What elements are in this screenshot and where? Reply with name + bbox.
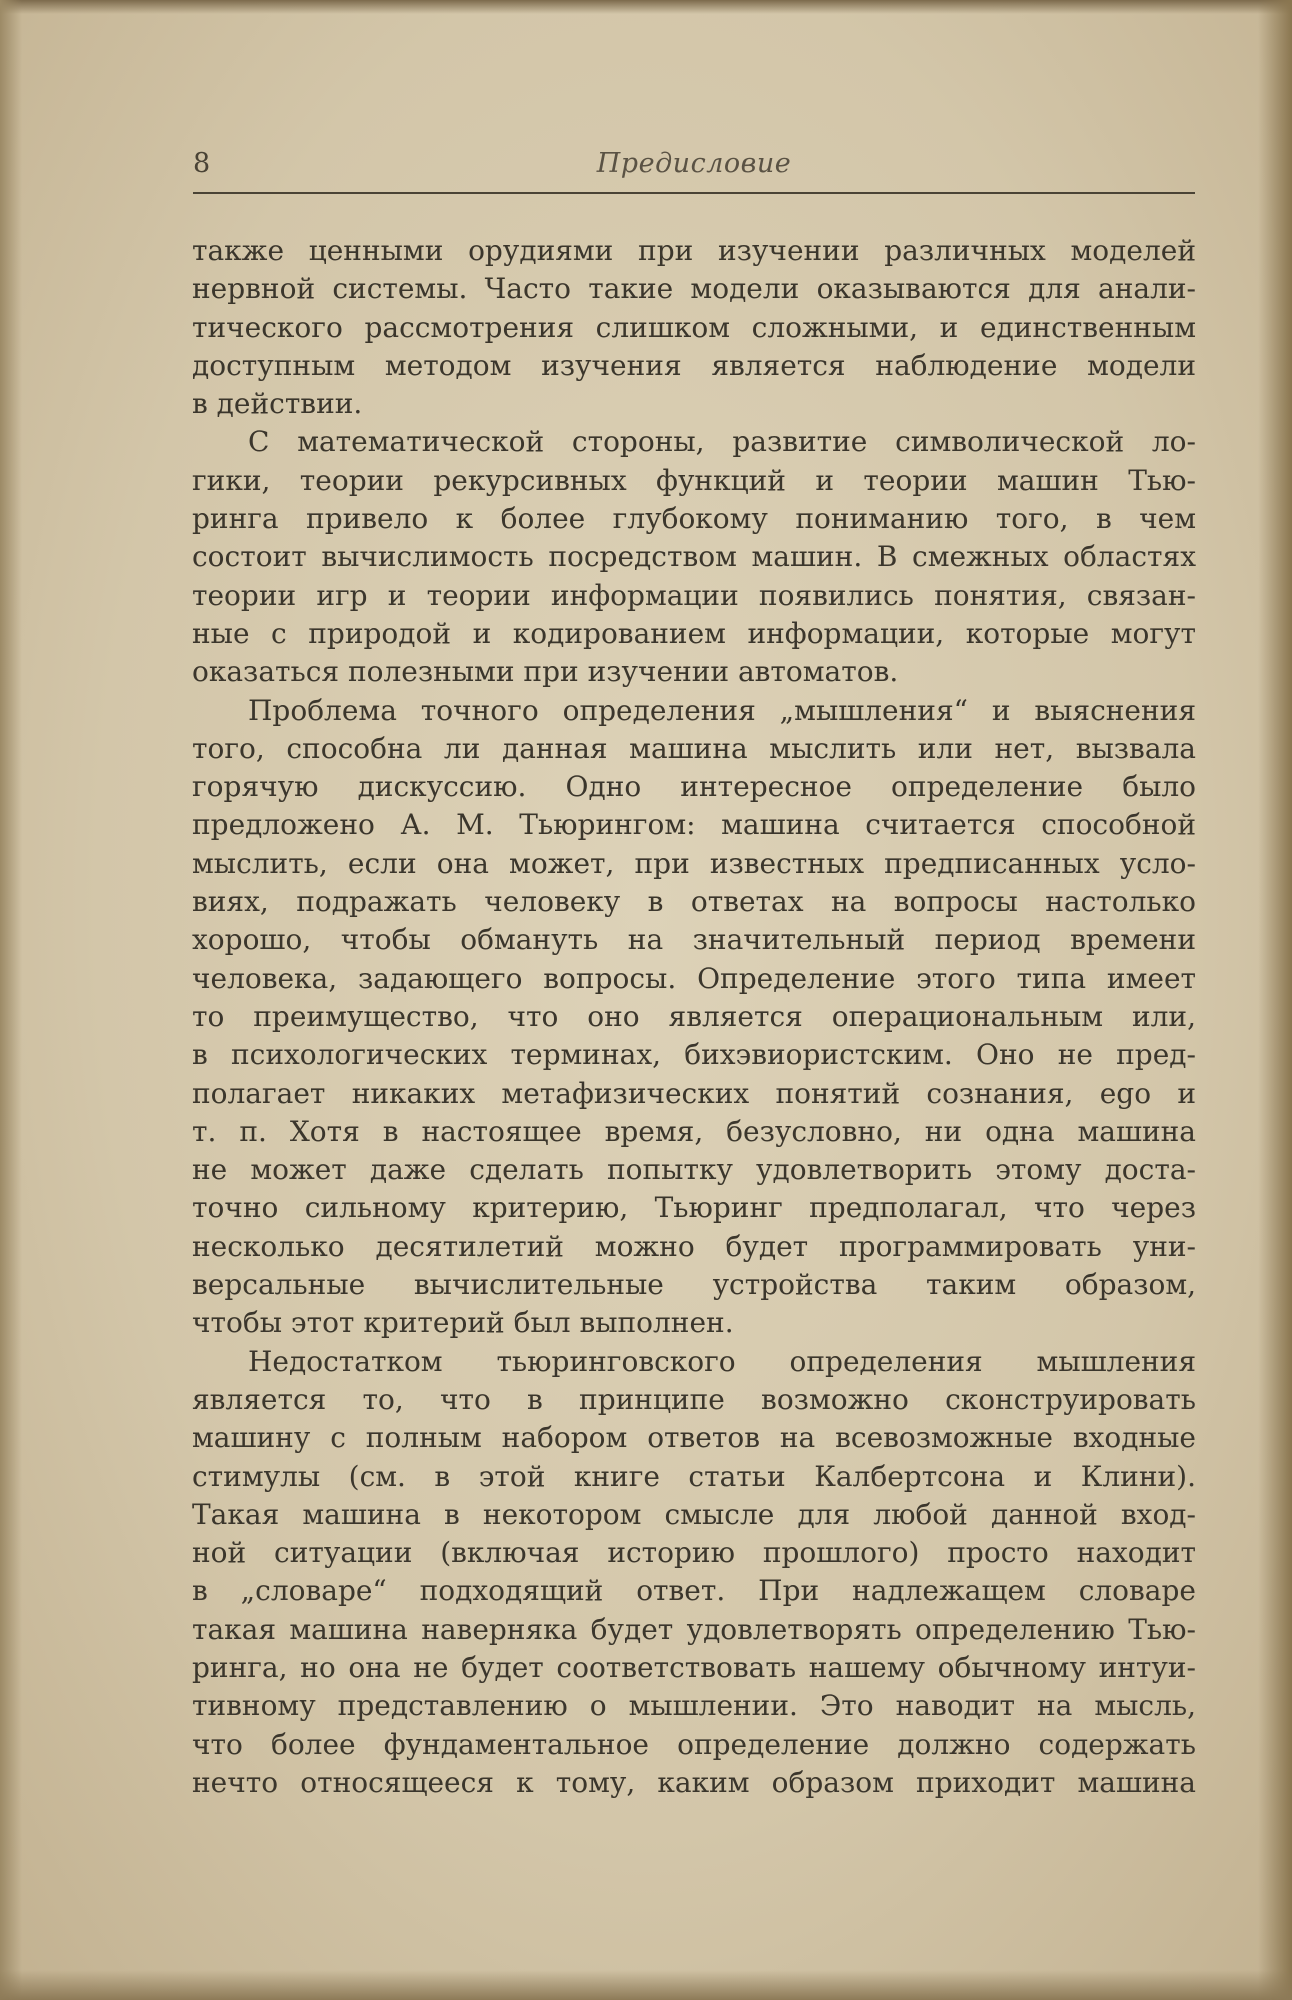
page-number: 8 — [193, 148, 211, 179]
text-line: точно сильному критерию, Тьюринг предполагал, что через — [192, 1191, 1196, 1225]
text-line: в „словаре“ подходящий ответ. При надлежащем словаре — [192, 1574, 1196, 1608]
text-line: тивному представлению о мышлении. Это наводит на мысль, — [192, 1689, 1196, 1723]
text-line: машину с полным набором ответов на всевозможные входные — [192, 1421, 1196, 1455]
page-edge-shadow-right — [1258, 0, 1292, 2000]
text-line: нервной системы. Часто такие модели оказываются для анали- — [192, 272, 1196, 306]
text-line: ные с природой и кодированием информации, которые могут — [192, 616, 1196, 650]
text-line: ной ситуации (включая историю прошлого) просто находит — [192, 1536, 1196, 1570]
text-line: то преимущество, что оно является операциональным или, — [192, 999, 1196, 1033]
page-edge-shadow-left — [0, 0, 22, 2000]
text-line: человека, задающего вопросы. Определение этого типа имеет — [192, 961, 1196, 995]
text-line: мыслить, если она может, при известных предписанных усло- — [192, 846, 1196, 880]
text-line: версальные вычислительные устройства таким образом, — [192, 1268, 1196, 1302]
text-line: виях, подражать человеку в ответах на вопросы настолько — [192, 885, 1196, 919]
text-line: Проблема точного определения „мышления“ и выяснения — [248, 693, 1196, 727]
text-line: несколько десятилетий можно будет программировать уни- — [192, 1229, 1196, 1263]
text-line: в действии. — [192, 387, 363, 421]
text-line: Недостатком тьюринговского определения мышления — [248, 1344, 1196, 1378]
text-line: доступным методом изучения является наблюдение модели — [192, 348, 1196, 382]
text-line: не может даже сделать попытку удовлетворить этому доста- — [192, 1153, 1196, 1187]
text-line: полагает никаких метафизических понятий сознания, ego и — [192, 1076, 1196, 1110]
running-title: Предисловие — [596, 148, 792, 179]
text-line: горячую дискуссию. Одно интересное определение было — [192, 770, 1196, 804]
text-line: предложено А. М. Тьюрингом: машина считается способной — [192, 808, 1196, 842]
text-line: является то, что в принципе возможно сконструировать — [192, 1382, 1196, 1416]
text-line: также ценными орудиями при изучении различных моделей — [192, 234, 1196, 267]
text-line: чтобы этот критерий был выполнен. — [192, 1306, 734, 1340]
page-header — [193, 148, 1195, 188]
text-line: состоит вычислимость посредством машин. В смежных областях — [192, 540, 1196, 574]
text-line: т. п. Хотя в настоящее время, безусловно, ни одна машина — [192, 1114, 1196, 1148]
text-line: стимулы (см. в этой книге статьи Калбертсона и Клини). — [192, 1459, 1196, 1493]
text-line: того, способна ли данная машина мыслить или нет, вызвала — [192, 731, 1196, 765]
text-line: такая машина наверняка будет удовлетворять определению Тью- — [192, 1612, 1196, 1646]
text-line: хорошо, чтобы обмануть на значительный период времени — [192, 923, 1196, 957]
text-line: в психологических терминах, бихэвиористским. Оно не пред- — [192, 1038, 1196, 1072]
text-line: гики, теории рекурсивных функций и теории машин Тью- — [192, 463, 1196, 497]
text-line: С математической стороны, развитие символической ло- — [248, 425, 1196, 459]
text-line: что более фундаментальное определение должно содержать — [192, 1727, 1196, 1761]
text-line: теории игр и теории информации появились понятия, связан- — [192, 578, 1196, 612]
page-edge-shadow-bottom — [0, 1970, 1292, 2000]
text-line: ринга привело к более глубокому пониманию того, в чем — [192, 502, 1196, 536]
header-rule — [193, 192, 1195, 194]
text-line: тического рассмотрения слишком сложными, и единственным — [192, 310, 1196, 344]
text-line: оказаться полезными при изучении автоматов. — [192, 655, 899, 689]
text-line: нечто относящееся к тому, каким образом приходит машина — [192, 1765, 1196, 1799]
body-text — [192, 232, 1196, 1802]
text-line: Такая машина в некотором смысле для любой данной вход- — [192, 1497, 1196, 1531]
page-edge-shadow-top — [0, 0, 1292, 14]
text-line: ринга, но она не будет соответствовать нашему обычному интуи- — [192, 1650, 1196, 1684]
